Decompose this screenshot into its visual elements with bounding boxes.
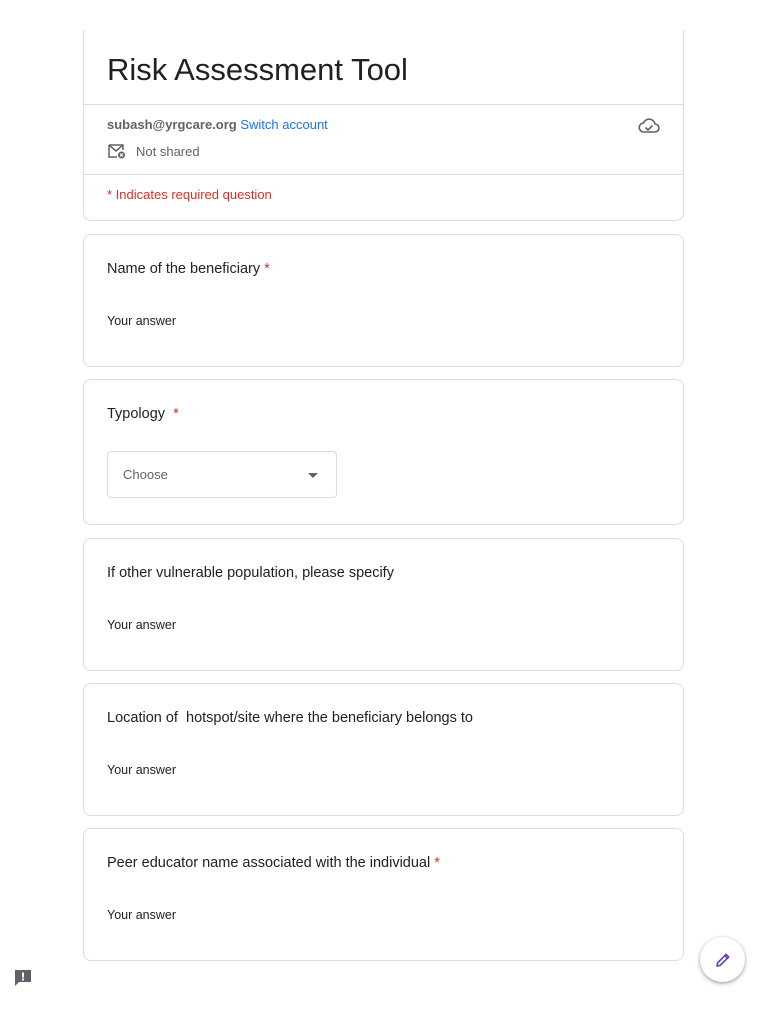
question-label: Typology: [107, 406, 166, 422]
question-label: Name of the beneficiary: [107, 261, 261, 277]
question-card: [83, 538, 684, 671]
answer-input[interactable]: Your answer: [107, 618, 177, 632]
answer-input[interactable]: Your answer: [107, 314, 177, 328]
account-email: subash@yrgcare.org: [107, 117, 237, 132]
question-title: Location of hotspot/site where the beneficiary belongs to: [107, 710, 473, 726]
question-title: [107, 261, 270, 277]
cloud-check-icon: [638, 118, 660, 139]
form-header-card: [83, 30, 684, 221]
form-title: Risk Assessment Tool: [107, 52, 408, 87]
header-divider: [84, 104, 683, 105]
required-star: *: [264, 261, 270, 277]
answer-input[interactable]: Your answer: [107, 763, 177, 777]
question-label: Peer educator name associated with the individual: [107, 855, 431, 871]
caret-down-icon: [308, 473, 318, 478]
question-card: [83, 234, 684, 367]
header-divider-2: [84, 174, 683, 175]
question-title: [107, 855, 440, 871]
answer-input[interactable]: Your answer: [107, 908, 177, 922]
select-value: Choose: [123, 467, 168, 482]
required-note: * Indicates required question: [107, 187, 272, 202]
switch-account-link[interactable]: Switch account: [240, 117, 328, 132]
pencil-icon: [714, 951, 732, 969]
shared-status-text: Not shared: [136, 143, 200, 159]
required-star: *: [173, 406, 179, 422]
shared-status: [107, 143, 200, 159]
edit-fab-button[interactable]: [700, 937, 745, 982]
question-card: [83, 828, 684, 961]
question-title: If other vulnerable population, please specify: [107, 565, 394, 581]
question-title: [107, 406, 179, 422]
required-star: *: [434, 855, 440, 871]
typology-select[interactable]: [107, 451, 337, 498]
account-info: [107, 117, 328, 132]
question-card: [83, 379, 684, 525]
feedback-icon[interactable]: [13, 969, 33, 992]
mail-not-shared-icon: [107, 143, 126, 159]
question-card: [83, 683, 684, 816]
